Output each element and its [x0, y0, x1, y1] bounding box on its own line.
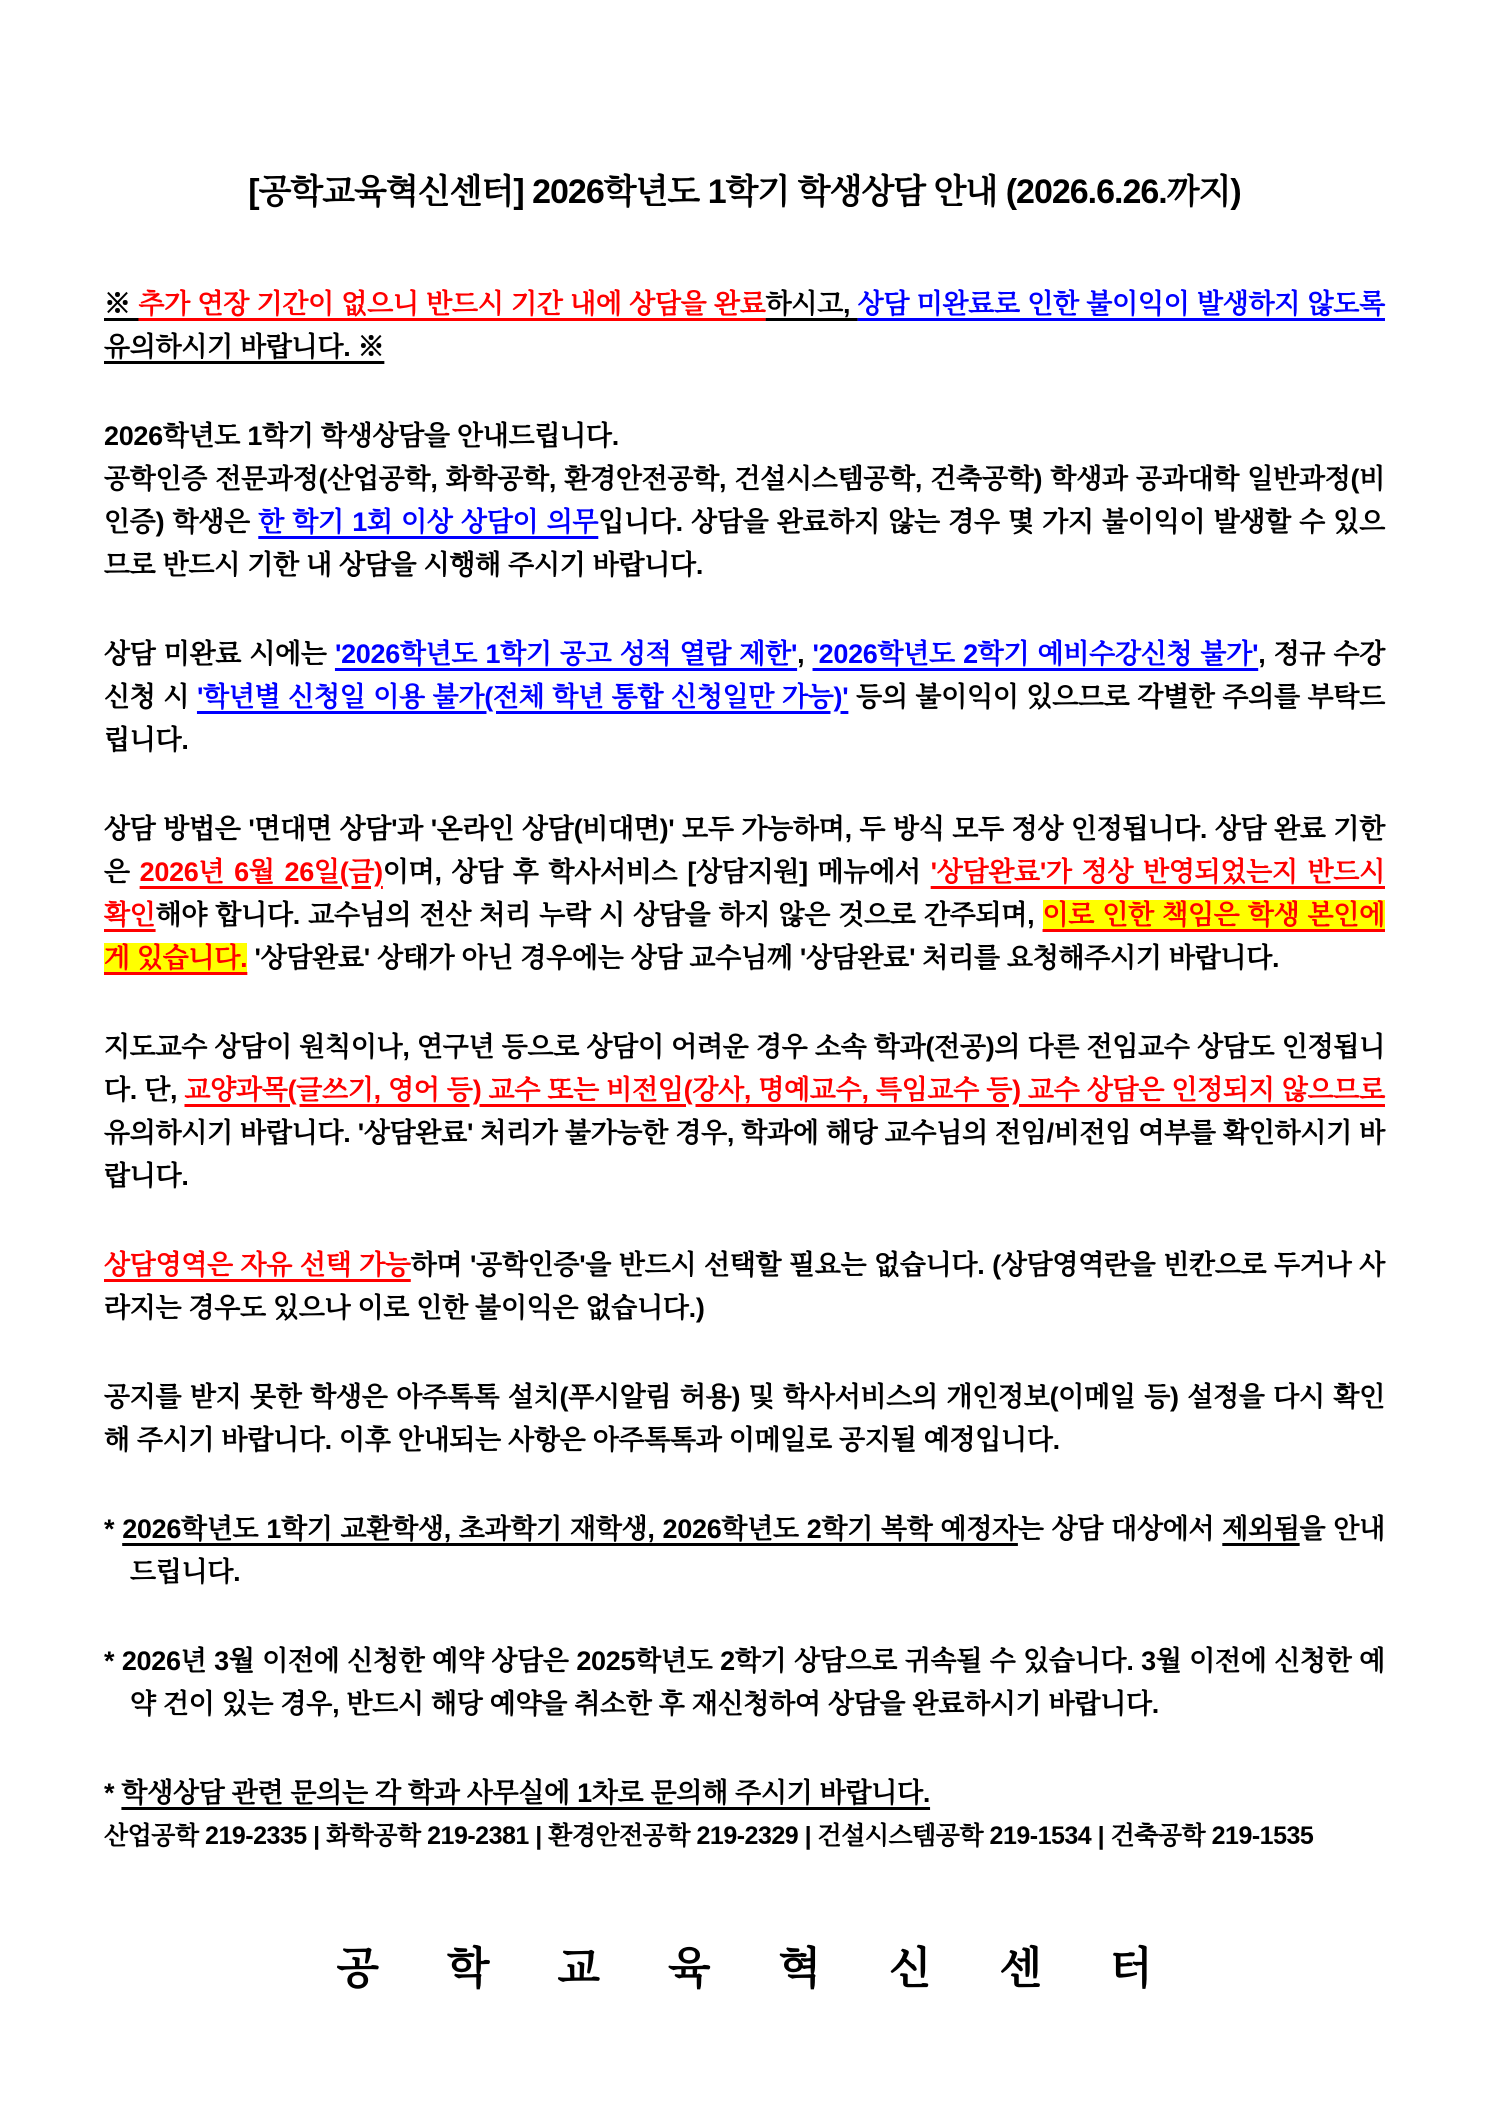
penalty-paragraph: [104, 633, 1385, 762]
text-segment: '2026학년도 1학기 공고 성적 열람 제한': [334, 639, 798, 669]
text-segment: 상담 미완료로 인한 불이익이 발생하지 않도록: [857, 289, 1385, 319]
intro-line: [104, 415, 1385, 458]
text-segment: 이로 인한 책임은 학생 본인에게 있습니다.: [104, 900, 1385, 973]
exclusion-note: [104, 1508, 1385, 1594]
text-segment: 2026학년도 1학기 교환학생, 초과학기 재학생, 2026학년도 2학기 복학 예정자: [122, 1514, 1018, 1544]
text-segment: 산업공학 219-2335 | 화학공학 219-2381 | 환경안전공학 219-2329 | 건설시스템공학 219-1534 | 건축공학 219-1535: [104, 1822, 1314, 1850]
text-segment: 2026학년도 1학기 학생상담을 안내드립니다.: [104, 421, 619, 451]
text-segment: 입니다. 상담을 완료하지 않는 경우 몇 가지 불이익이 발생할 수 있으므로 반드시 기한 내 상담을 시행해 주시기 바랍니다.: [104, 507, 1385, 580]
text-segment: ※: [104, 289, 139, 319]
text-segment: '상담완료' 상태가 아닌 경우에는 상담 교수님께 '상담완료' 처리를 요청해주시기 바랍니다.: [247, 943, 1280, 973]
text-segment: 을 안내드립니다.: [130, 1514, 1385, 1587]
department-contacts: [104, 1815, 1385, 1858]
text-segment: 해야 합니다. 교수님의 전산 처리 누락 시 상담을 하지 않은 것으로 간주되며,: [155, 900, 1043, 930]
accreditation-paragraph: [104, 458, 1385, 587]
text-segment: 공지를 받지 못한 학생은 아주톡톡 설치(푸시알림 허용) 및 학사서비스의 개인정보(이메일 등) 설정을 다시 확인해 주시기 바랍니다. 이후 안내되는 사항은 아주톡톡과 이메일로 공지될 예정입니다.: [104, 1382, 1385, 1455]
text-segment: 는 상담 대상에서: [1017, 1514, 1223, 1544]
text-segment: 학생상담 관련 문의는 각 학과 사무실에 1차로 문의해 주시기 바랍니다.: [121, 1778, 931, 1808]
text-segment: '학년별 신청일 이용 불가(전체 학년 통합 신청일만 가능)': [196, 682, 849, 712]
text-segment: 지도교수 상담이 원칙이나, 연구년 등으로 상담이 어려운 경우 소속 학과(전공)의 다른 전임교수 상담도 인정됩니다. 단,: [104, 1032, 1385, 1105]
text-segment: * 2026년 3월 이전에 신청한 예약 상담은 2025학년도 2학기 상담으로 귀속될 수 있습니다. 3월 이전에 신청한 예약 건이 있는 경우, 반드시 해당 예약을 취소한 후 재신청하여 상담을 완료하시기 바랍니다.: [104, 1646, 1385, 1719]
text-segment: 추가 연장 기간이 없으니 반드시 기간 내에 상담을 완료: [138, 289, 766, 319]
text-segment: 교양과목(글쓰기, 영어 등) 교수 또는 비전임(강사, 명예교수, 특임교수 등) 교수 상담은 인정되지 않으므로: [184, 1075, 1385, 1105]
text-segment: 제외됨: [1222, 1514, 1300, 1544]
text-segment: ,: [797, 639, 813, 669]
text-segment: 2026년 6월 26일(금): [139, 857, 383, 887]
notification-settings-paragraph: [104, 1376, 1385, 1462]
text-segment: 하시고,: [765, 289, 858, 319]
text-segment: 등의 불이익이 있으므로 각별한 주의를 부탁드립니다.: [104, 682, 1385, 755]
text-segment: '2026학년도 2학기 예비수강신청 불가': [812, 639, 1259, 669]
text-segment: 상담 방법은 '면대면 상담'과 '온라인 상담(비대면)' 모두 가능하며, 두 방식 모두 정상 인정됩니다. 상담 완료 기한은: [104, 814, 1385, 887]
text-segment: 유의하시기 바랍니다. ※: [104, 332, 385, 362]
text-segment: 상담영역은 자유 선택 가능: [104, 1250, 411, 1280]
text-segment: 하며 '공학인증'을 반드시 선택할 필요는 없습니다. (상담영역란을 빈칸으로 두거나 사라지는 경우도 있으나 이로 인한 불이익은 없습니다.): [104, 1250, 1385, 1323]
footer-center-name: 공학교육혁신센터: [336, 1944, 1221, 1993]
text-segment: 유의하시기 바랍니다. '상담완료' 처리가 불가능한 경우, 학과에 해당 교수님의 전임/비전임 여부를 확인하시기 바랍니다.: [104, 1118, 1385, 1191]
advisor-eligibility-paragraph: [104, 1026, 1385, 1198]
text-segment: 이며, 상담 후 학사서비스 [상담지원] 메뉴에서: [382, 857, 931, 887]
method-deadline-paragraph: [104, 808, 1385, 980]
reservation-note: [104, 1640, 1385, 1726]
text-segment: '상담완료'가 정상 반영되었는지 반드시 확인: [104, 857, 1385, 930]
page-title: [공학교육혁신센터] 2026학년도 1학기 학생상담 안내 (2026.6.26.까지): [248, 173, 1241, 211]
text-segment: 상담 미완료 시에는: [104, 639, 335, 669]
text-segment: *: [104, 1778, 122, 1808]
text-segment: , 정규 수강신청 시: [104, 639, 1386, 712]
text-segment: 한 학기 1회 이상 상담이 의무: [258, 507, 599, 537]
text-segment: *: [104, 1514, 123, 1544]
notice-banner: [104, 283, 1385, 369]
text-segment: 공학인증 전문과정(산업공학, 화학공학, 환경안전공학, 건설시스템공학, 건축공학) 학생과 공과대학 일반과정(비인증) 학생은: [104, 464, 1385, 537]
counsel-area-paragraph: [104, 1244, 1385, 1330]
inquiry-note: [104, 1772, 1385, 1815]
